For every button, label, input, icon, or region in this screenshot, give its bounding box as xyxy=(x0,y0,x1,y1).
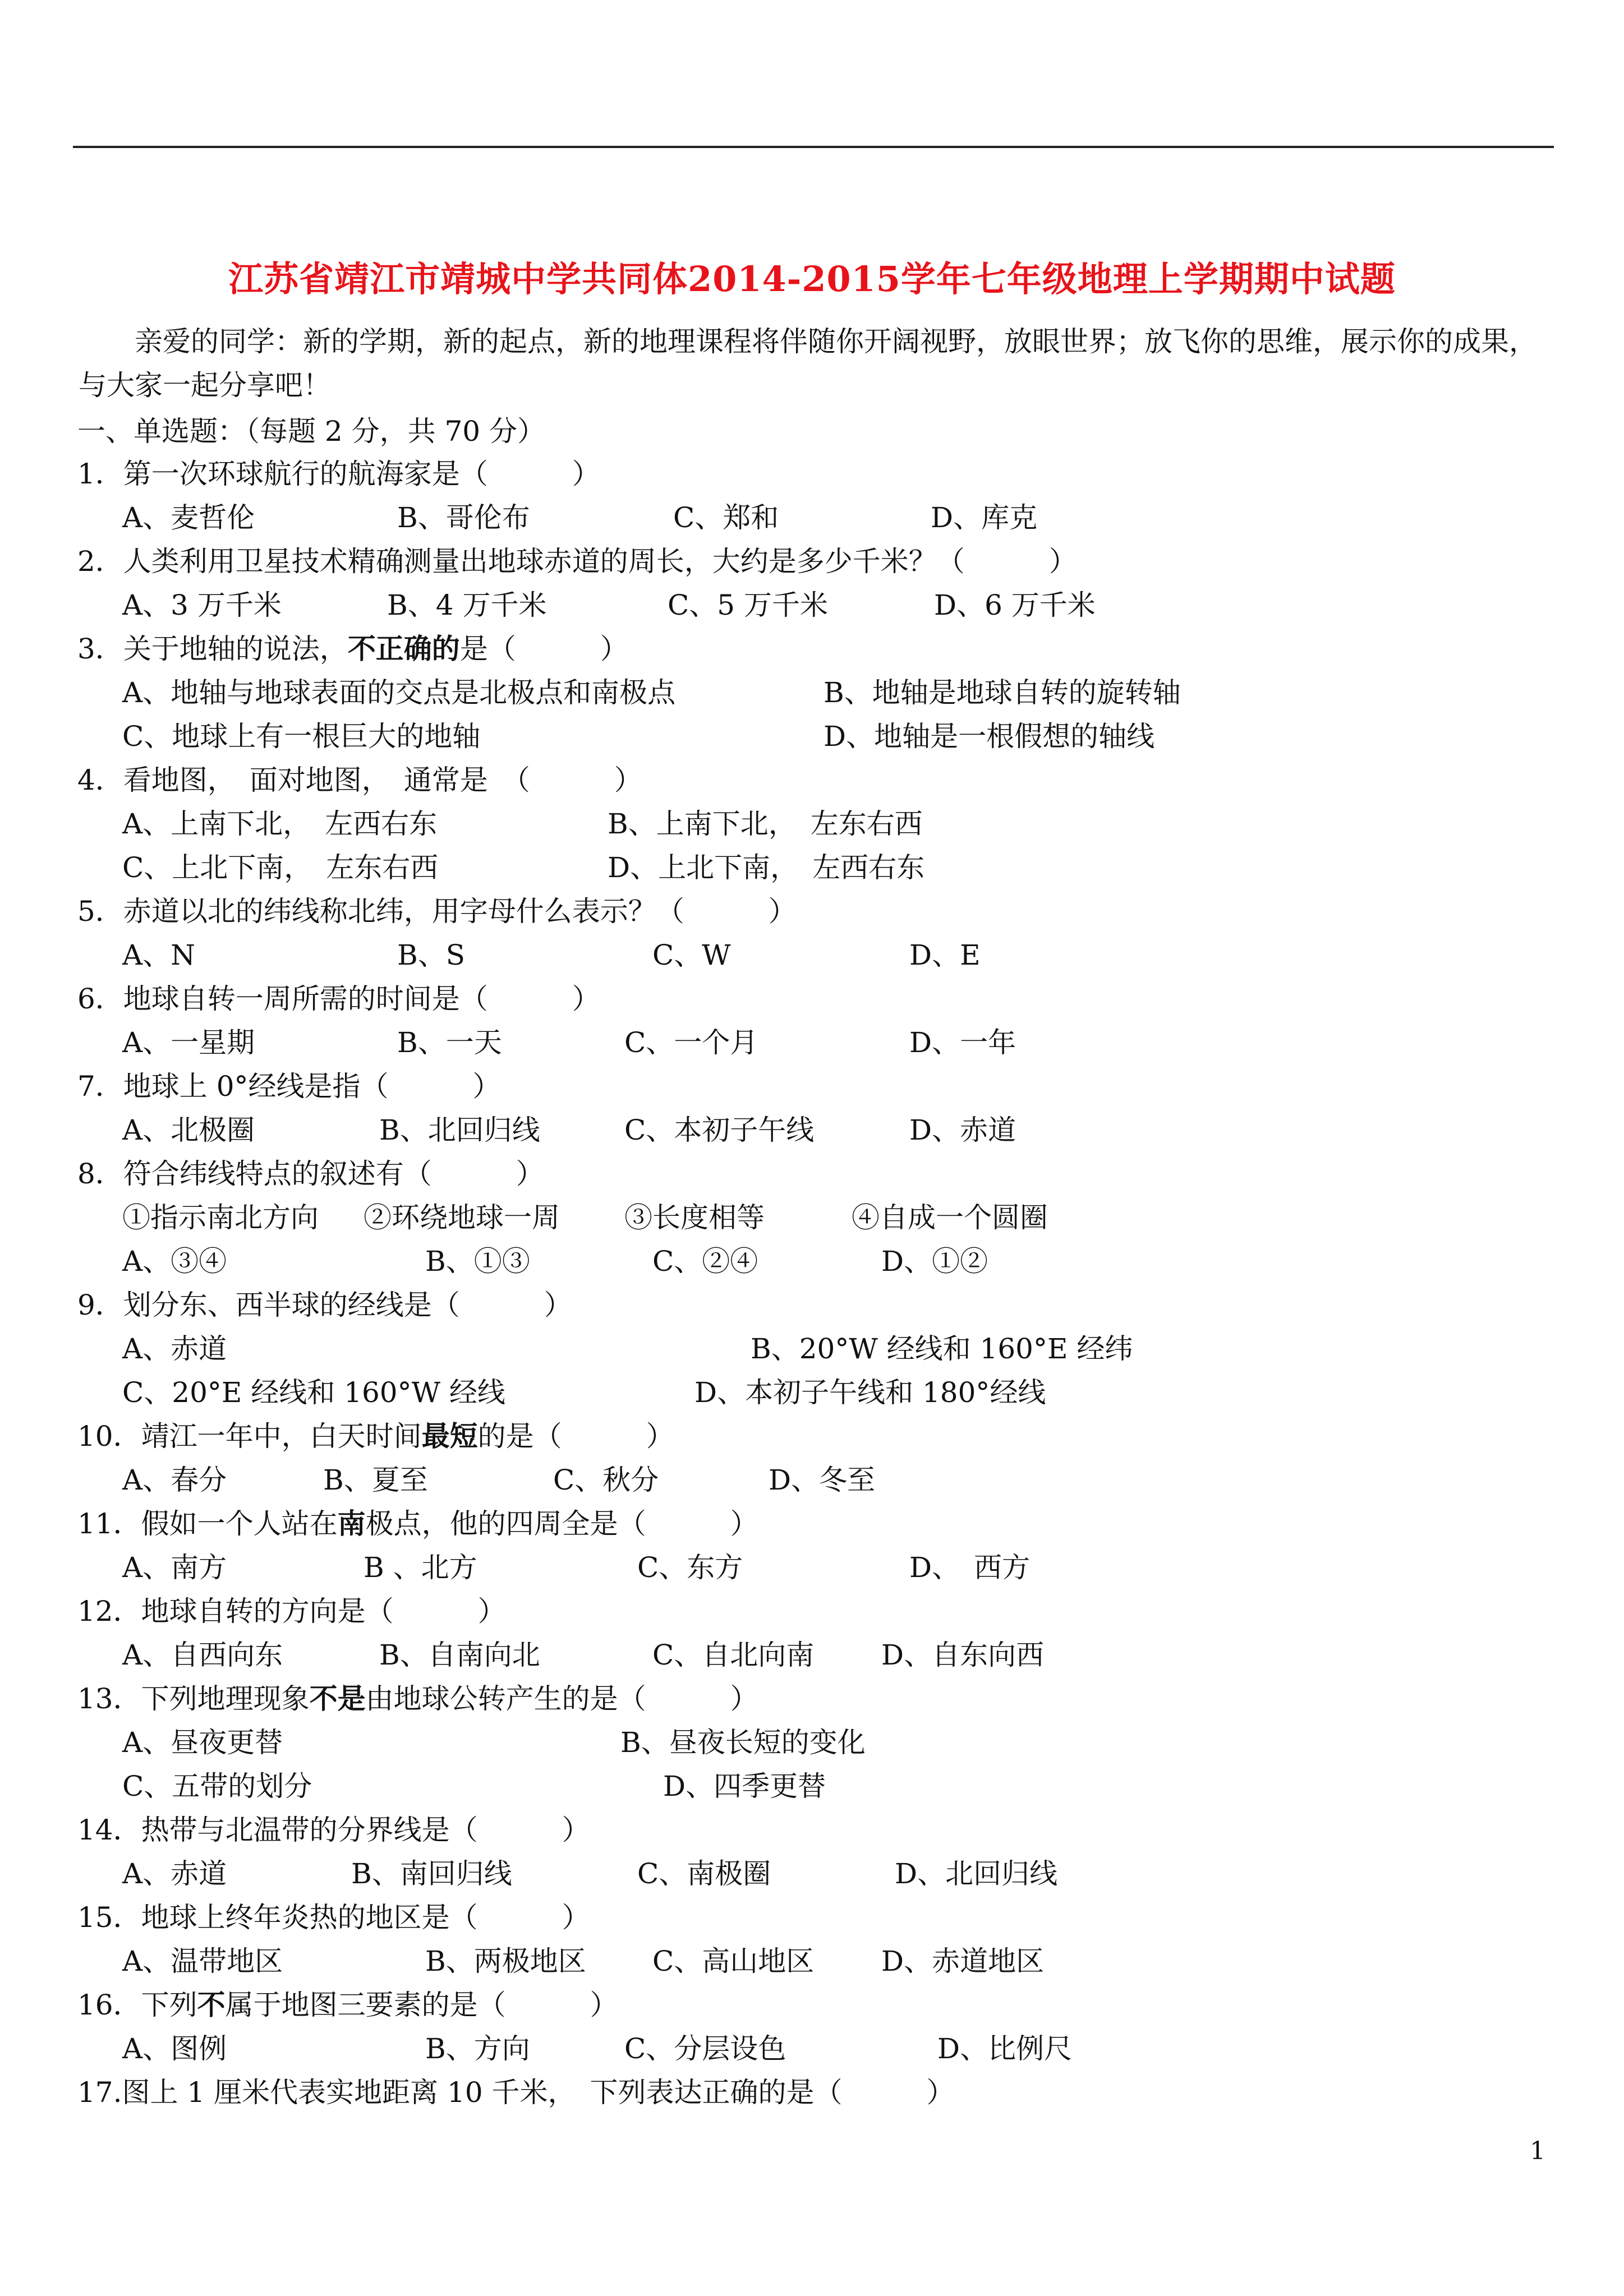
question-6-options xyxy=(77,1021,1558,1064)
question-stem: 12．地球自转的方向是（ ） xyxy=(77,1595,506,1628)
option-b: B、夏至 xyxy=(323,1464,428,1496)
option-d: D、地轴是一根假想的轴线 xyxy=(823,720,1155,753)
option-c: C、自北向南 xyxy=(652,1639,815,1671)
option-a: A、昼夜更替 xyxy=(122,1726,283,1759)
option-b: B、4 万千米 xyxy=(387,589,547,621)
question-14-stem xyxy=(77,1808,1558,1852)
option-c: C、一个月 xyxy=(624,1026,758,1059)
option-a: A、北极圈 xyxy=(122,1114,255,1146)
question-stem: 14．热带与北温带的分界线是（ ） xyxy=(77,1814,590,1846)
option-c: C、本初子午线 xyxy=(624,1114,815,1146)
option-a: A、赤道 xyxy=(122,1857,227,1890)
option-b: B、两极地区 xyxy=(425,1945,586,1977)
question-9-options-ab xyxy=(77,1327,1558,1371)
option-d: D、北回归线 xyxy=(895,1857,1058,1890)
intro-line-1: 亲爱的同学：新的学期，新的起点，新的地理课程将伴随你开阔视野，放眼世界；放飞你的思维，展示你的成果， xyxy=(135,325,1537,358)
option-a: A、麦哲伦 xyxy=(122,501,255,534)
option-b: B、自南向北 xyxy=(379,1639,540,1671)
question-9-options-cd xyxy=(77,1371,1558,1414)
question-12-stem xyxy=(77,1589,1558,1633)
option-a: A、3 万千米 xyxy=(122,589,282,621)
question-7-stem xyxy=(77,1064,1558,1108)
question-8-stem xyxy=(77,1152,1558,1196)
question-17-stem xyxy=(77,2071,1558,2114)
option-a: A、N xyxy=(122,939,195,971)
option-c: C、东方 xyxy=(637,1551,743,1584)
option-b: B 、北方 xyxy=(364,1551,477,1584)
question-4-options-ab xyxy=(77,802,1558,846)
option-d: D、自东向西 xyxy=(881,1639,1045,1671)
question-stem: 9．划分东、西半球的经线是（ ） xyxy=(77,1289,572,1321)
question-8-statements xyxy=(77,1196,1558,1239)
question-stem: 5．赤道以北的纬线称北纬，用字母什么表示？（ ） xyxy=(77,895,797,928)
option-c: C、②④ xyxy=(652,1245,758,1278)
option-d: D、上北下南， 左西右东 xyxy=(608,851,925,884)
option-c: C、郑和 xyxy=(673,501,779,534)
question-13-options-ab xyxy=(77,1721,1558,1764)
option-b: B、昼夜长短的变化 xyxy=(620,1726,866,1759)
section-heading: 一、单选题：（每题 2 分，共 70 分） xyxy=(77,415,546,448)
question-13-options-cd xyxy=(77,1764,1558,1808)
option-b: B、S xyxy=(397,939,465,971)
option-d: D、比例尺 xyxy=(937,2032,1073,2065)
intro-paragraph xyxy=(79,320,1559,407)
question-4-stem xyxy=(77,758,1558,802)
question-stem: 15．地球上终年炎热的地区是（ ） xyxy=(77,1901,590,1934)
option-a: A、上南下北， 左西右东 xyxy=(122,808,438,840)
option-d: D、6 万千米 xyxy=(934,589,1096,621)
option-b: B、方向 xyxy=(425,2032,530,2065)
page-number: 1 xyxy=(1530,2137,1545,2165)
option-d: D、E xyxy=(909,939,981,971)
option-a: A、赤道 xyxy=(122,1333,227,1365)
option-d: D、 西方 xyxy=(909,1551,1030,1584)
question-7-options xyxy=(77,1108,1558,1152)
option-b: B、南回归线 xyxy=(351,1857,512,1890)
question-5-options xyxy=(77,933,1558,977)
statement-2: ②环绕地球一周 xyxy=(364,1201,560,1234)
question-15-options xyxy=(77,1939,1558,1983)
page-title: 江苏省靖江市靖城中学共同体2014-2015学年七年级地理上学期期中试题 xyxy=(228,259,1396,299)
option-c: C、秋分 xyxy=(553,1464,659,1496)
question-8-options xyxy=(77,1239,1558,1283)
option-d: D、四季更替 xyxy=(663,1770,826,1802)
option-b: B、北回归线 xyxy=(379,1114,540,1146)
option-d: D、库克 xyxy=(931,501,1038,534)
option-a: A、图例 xyxy=(122,2032,227,2065)
question-1-options xyxy=(77,496,1558,540)
option-c: C、地球上有一根巨大的地轴 xyxy=(122,720,481,753)
question-16-stem: 16．下列不属于地图三要素的是（ ） xyxy=(77,1988,618,2021)
question-stem: 1．第一次环球航行的航海家是（ ） xyxy=(77,458,600,490)
statement-1: ①指示南北方向 xyxy=(122,1201,319,1234)
question-4-options-cd xyxy=(77,846,1558,889)
question-12-options xyxy=(77,1633,1558,1677)
option-a: A、春分 xyxy=(122,1464,227,1496)
option-d: D、冬至 xyxy=(769,1464,876,1496)
header-rule xyxy=(73,146,1554,148)
option-c: C、20°E 经线和 160°W 经线 xyxy=(122,1376,505,1409)
option-d: D、赤道 xyxy=(909,1114,1016,1146)
question-stem: 7．地球上 0°经线是指（ ） xyxy=(77,1070,501,1103)
option-b: B、哥伦布 xyxy=(397,501,530,534)
option-d: D、赤道地区 xyxy=(881,1945,1045,1977)
option-b: B、20°W 经线和 160°E 经纬 xyxy=(751,1333,1133,1365)
question-stem: 6．地球自转一周所需的时间是（ ） xyxy=(77,983,600,1015)
option-c: C、5 万千米 xyxy=(668,589,828,621)
question-2-options xyxy=(77,583,1558,627)
question-10-stem: 10．靖江一年中，白天时间最短的是（ ） xyxy=(77,1419,674,1453)
option-a: A、自西向东 xyxy=(122,1639,283,1671)
option-c: C、高山地区 xyxy=(652,1945,815,1977)
option-c: C、分层设色 xyxy=(624,2032,786,2065)
question-5-stem xyxy=(77,889,1558,933)
option-c: C、五带的划分 xyxy=(122,1770,312,1802)
question-15-stem xyxy=(77,1896,1558,1939)
question-list xyxy=(77,452,1558,2114)
option-a: A、③④ xyxy=(122,1245,227,1278)
option-a: A、地轴与地球表面的交点是北极点和南极点 xyxy=(122,676,676,709)
question-1-stem xyxy=(77,452,1558,496)
statement-4: ④自成一个圆圈 xyxy=(852,1201,1048,1234)
question-stem: 4．看地图， 面对地图， 通常是 （ ） xyxy=(77,764,642,796)
intro-line-2: 与大家一起分享吧！ xyxy=(79,369,331,402)
question-3-options-ab xyxy=(77,671,1558,714)
option-d: D、一年 xyxy=(909,1026,1016,1059)
option-b: B、地轴是地球自转的旋转轴 xyxy=(823,676,1181,709)
question-11-options xyxy=(77,1546,1558,1589)
option-c: C、上北下南， 左东右西 xyxy=(122,851,439,884)
option-a: A、温带地区 xyxy=(122,1945,283,1977)
question-14-options xyxy=(77,1852,1558,1896)
question-13-stem: 13．下列地理现象不是由地球公转产生的是（ ） xyxy=(77,1682,758,1715)
option-c: C、W xyxy=(652,939,731,971)
question-stem: 2．人类利用卫星技术精确测量出地球赤道的周长，大约是多少千米？（ ） xyxy=(77,545,1077,578)
option-d: D、①② xyxy=(881,1245,988,1278)
question-10-options xyxy=(77,1458,1558,1502)
question-9-stem xyxy=(77,1283,1558,1327)
question-stem: 8．符合纬线特点的叙述有（ ） xyxy=(77,1158,544,1190)
option-a: A、南方 xyxy=(122,1551,227,1584)
question-6-stem xyxy=(77,977,1558,1021)
question-11-stem: 11．假如一个人站在南极点，他的四周全是（ ） xyxy=(77,1507,758,1540)
option-c: C、南极圈 xyxy=(637,1857,771,1890)
question-3-stem: 3．关于地轴的说法，不正确的是（ ） xyxy=(77,632,628,665)
question-3-options-cd xyxy=(77,714,1558,758)
question-stem: 17.图上 1 厘米代表实地距离 10 千米， 下列表达正确的是（ ） xyxy=(77,2076,955,2109)
question-16-options xyxy=(77,2027,1558,2071)
option-b: B、一天 xyxy=(397,1026,502,1059)
question-2-stem xyxy=(77,540,1558,583)
option-a: A、一星期 xyxy=(122,1026,255,1059)
statement-3: ③长度相等 xyxy=(624,1201,765,1234)
option-d: D、本初子午线和 180°经线 xyxy=(694,1376,1046,1409)
option-b: B、上南下北， 左东右西 xyxy=(608,808,923,840)
option-b: B、①③ xyxy=(425,1245,530,1278)
